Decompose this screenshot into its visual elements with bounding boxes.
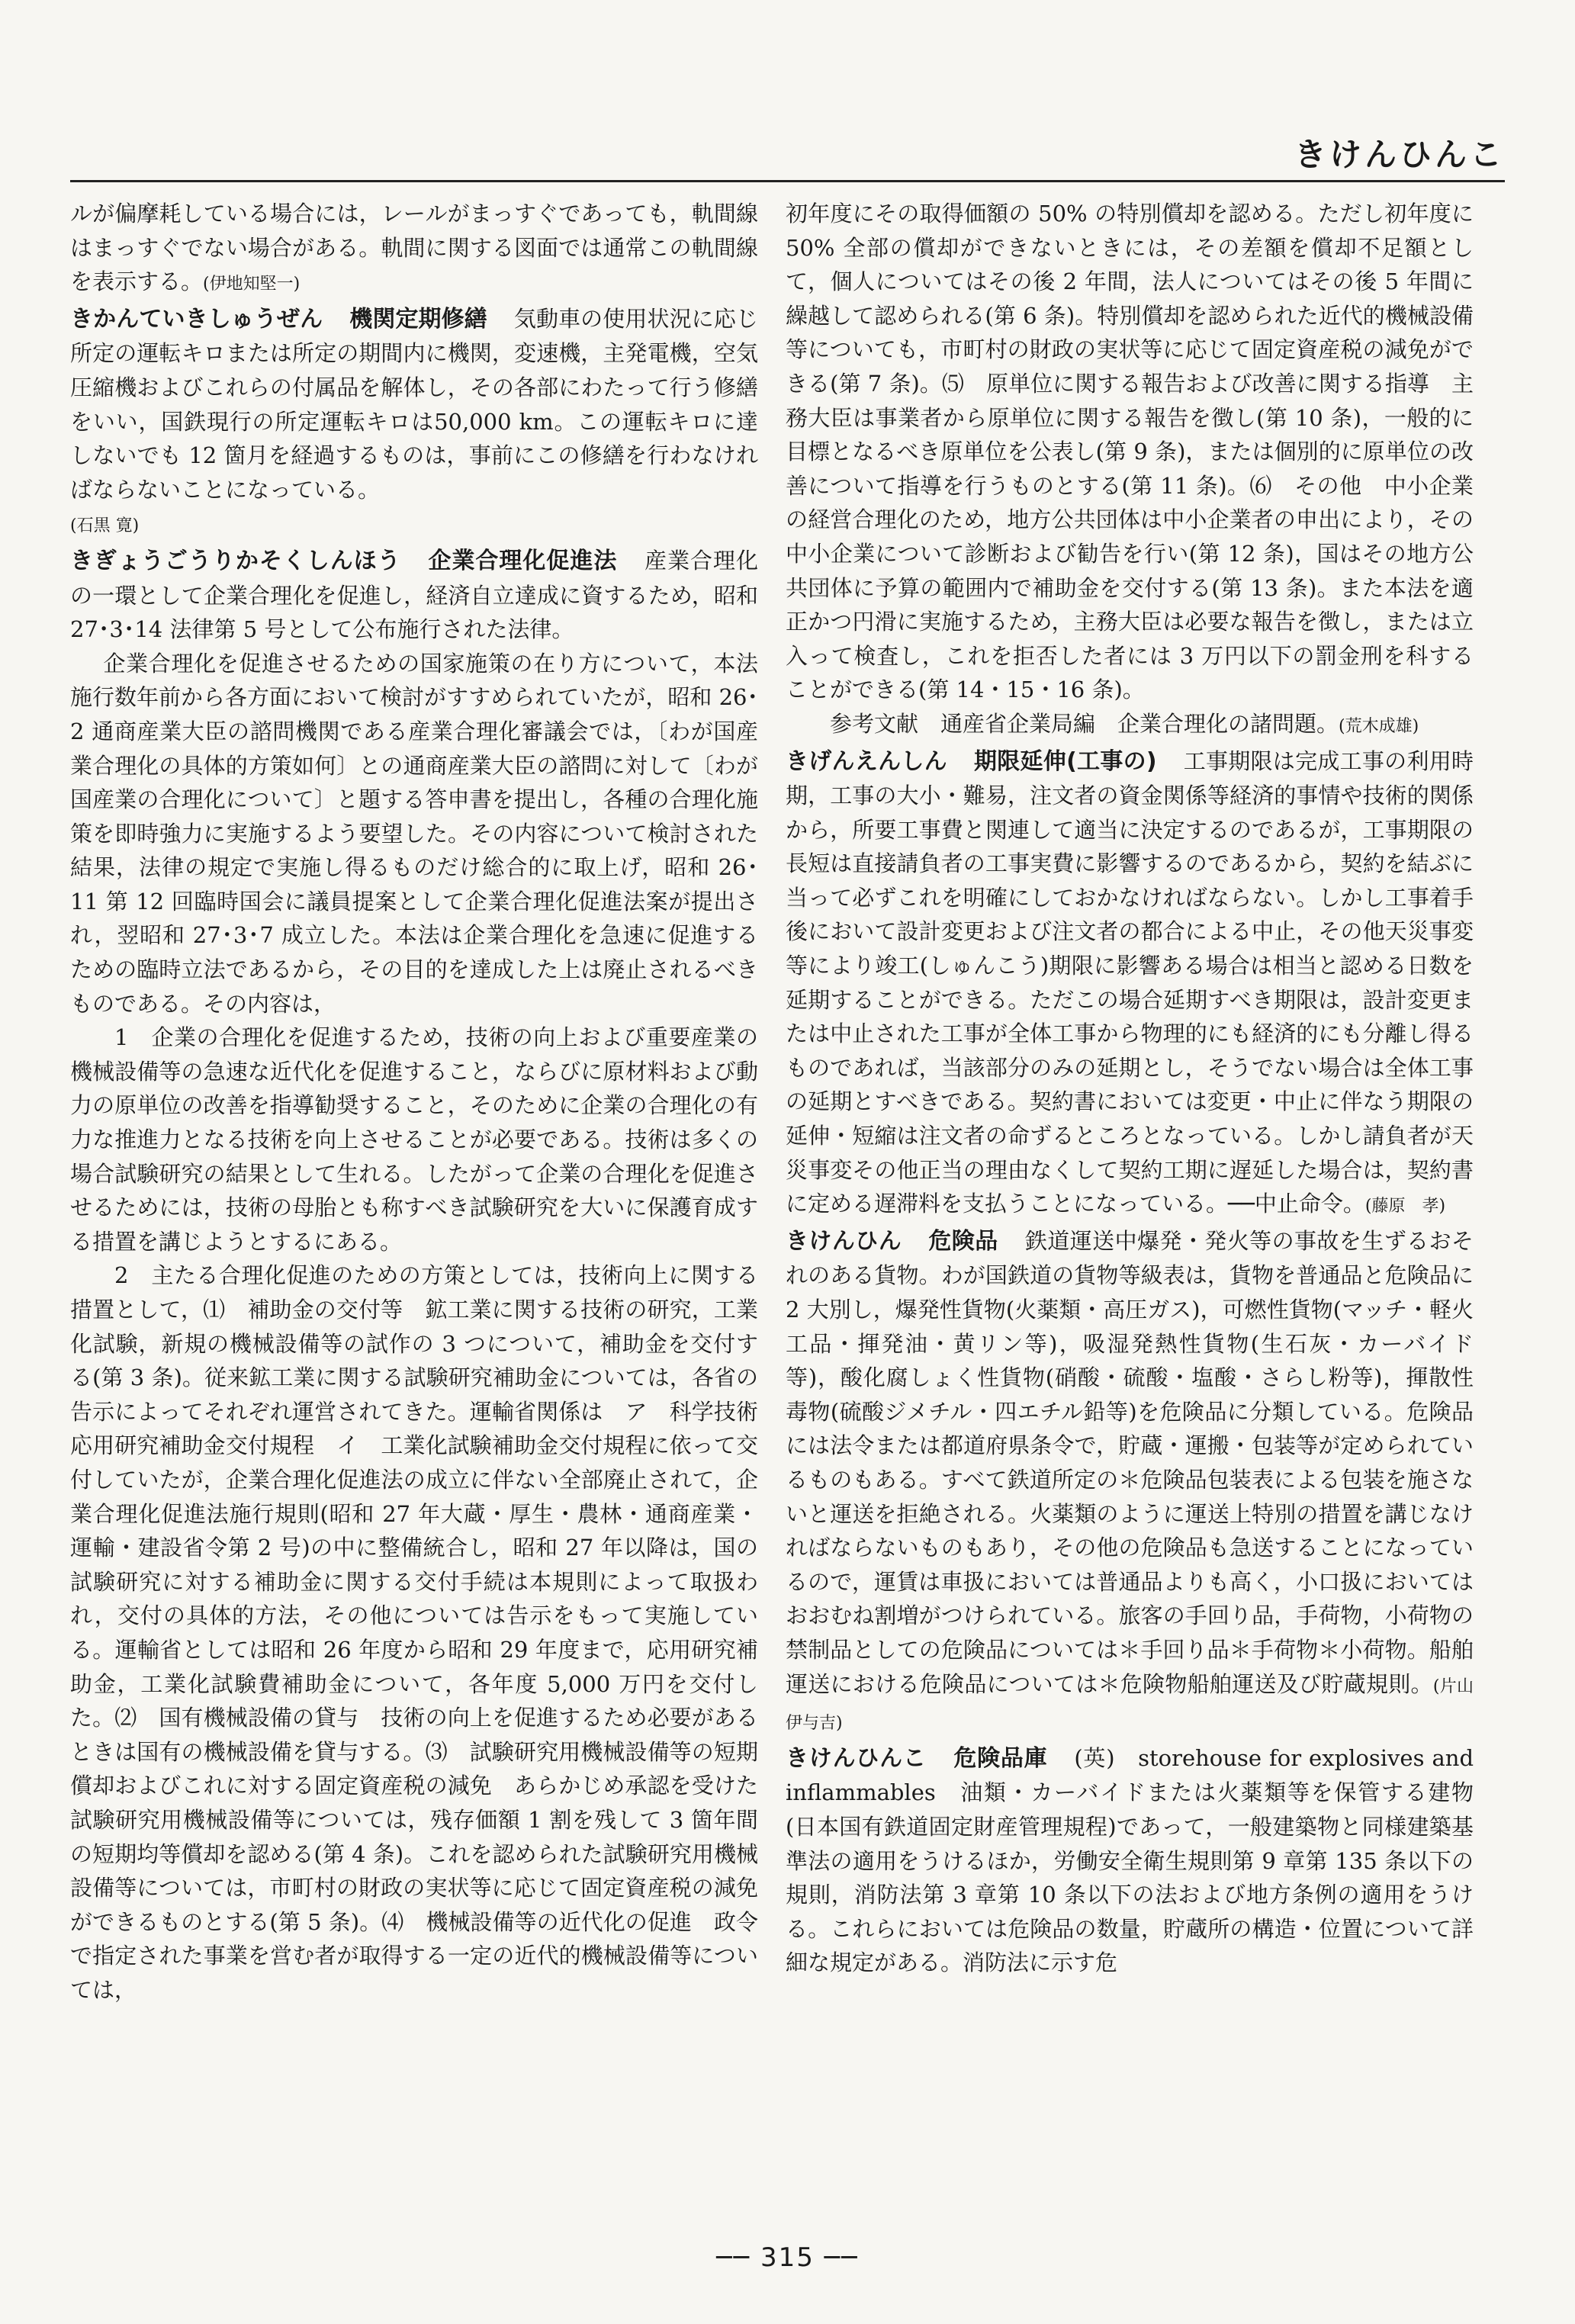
entry-headword: きけんひんこ [786,1744,927,1772]
dictionary-entry [786,1224,1474,1741]
dictionary-entry [70,544,758,647]
reference-text: 参考文献 通産省企業局編 企業合理化の諸問題。 [830,710,1339,737]
paragraph-text: ルが偏摩耗している場合には，レールがまっすぐであっても，軌間線はまっすぐでない場合がある。軌間に関する図面では通常この軌間線を表示する。 [70,201,758,295]
paragraph: 企業合理化を促進させるための国家施策の在り方について，本法施行数年前から各方面において検討がすすめられていたが，昭和 26･2 通商産業大臣の諮問機関である産業合理化審議会では，〔わが国産業合理化の具体的方策如何〕との通商産業大臣の諮問に対して〔わが国産業の合理化について〕と題する答申書を提出し，各種の合理化施策を即時強力に実施するよう要望した。その内容について検討された結果，法律の規定で実施し得るものだけ総合的に取上げ，昭和 26･11 第 12 回臨時国会に議員提案として企業合理化促進法案が提出され，翌昭和 27･3･7 成立した。本法は企業合理化を急速に促進するための臨時立法であるから，その目的を達成した上は廃止されるべきものである。その内容は， [70,650,758,1017]
entry-headword: きげんえんしん [786,747,947,775]
paragraph: 初年度にその取得価額の 50% の特別償却を認める。ただし初年度に 50% 全部の償却ができないときには，その差額を償却不足額として，個人についてはその後 2 年間，法人についてはその後 5 年間に繰越して認められる(第 6 条)。特別償却を認められた近代的機械設備等についても，市町村の財政の実状等に応じて固定資産税の減免ができる(第 7 条)。⑸ 原単位に関する報告および改善に関する指導 主務大臣は事業者から原単位に関する報告を徴し(第 10 条)，一般的に目標となるべき原単位を公表し(第 9 条)，または個別的に原単位の改善について指導を行うものとする(第 11 条)。⑹ その他 中小企業の経営合理化のため，地方公共団体は中小企業者の申出により，その中小企業について診断および勧告を行い(第 12 条)，国はその地方公共団体に予算の範囲内で補助金を交付する(第 13 条)。また本法を適正かつ円滑に実施するため，主務大臣は必要な報告を徴し，または立入って検査し，これを拒否した者には 3 万円以下の罰金刑を科することができる(第 14・15・16 条)。 [786,201,1474,703]
dictionary-entry [70,302,758,544]
reference [786,707,1474,744]
paragraph: 2 主たる合理化促進のための方策としては，技術向上に関する措置として，⑴ 補助金の交付等 鉱工業に関する技術の研究，工業化試験，新規の機械設備等の試作の 3 つについて，補助金を交付する(第 3 条)。従来鉱工業に関する試験研究補助金については，各省の告示によってそれぞれ運営されてきた。運輸省関係は ア 科学技術応用研究補助金交付規程 イ 工業化試験補助金交付規程に依って交付していたが，企業合理化促進法の成立に伴ない全部廃止されて，企業合理化促進法施行規則(昭和 27 年大蔵・厚生・農林・通商産業・運輸・建設省令第 2 号)の中に整備統合し，昭和 27 年以降は，国の試験研究に対する補助金に関する交付手続は本規則によって取扱われ，交付の具体的方法，その他については告示をもって実施している。運輸省としては昭和 26 年度から昭和 29 年度まで，応用研究補助金，工業化試験費補助金について，各年度 5,000 万円を交付した。⑵ 国有機械設備の貸与 技術の向上を促進するため必要があるときは国有の機械設備を貸与する。⑶ 試験研究用機械設備等の短期償却およびこれに対する固定資産税の減免 あらかじめ承認を受けた試験研究用機械設備等については，残存価額 1 割を残して 3 箇年間の短期均等償却を認める(第 4 条)。これを認められた試験研究用機械設備等については，市町村の財政の実状等に応じて固定資産税の減免ができるものとする(第 5 条)。⑷ 機械設備等の近代化の促進 政令で指定された事業を営む者が取得する一定の近代的機械設備等については， [70,1262,758,2003]
running-head: きけんひんこ [1294,136,1505,173]
entry-term: 企業合理化促進法 [427,547,618,574]
paragraph: 1 企業の合理化を促進するため，技術の向上および重要産業の機械設備等の急速な近代化を促進すること，ならびに原材料および動力の原単位の改善を指導勧奨すること，そのために企業の合理化の有力な推進力となる技術を向上させることが必要である。技術は多くの場合試験研究の結果として生れる。したがって企業の合理化を促進させるためには，技術の母胎とも称すべき試験研究を大いに保護育成する措置を講じようとするにある。 [70,1024,758,1255]
entry-body: 気動車の使用状況に応じ所定の運転キロまたは所定の期間内に機関，変速機，主発電機，空気圧縮機およびこれらの付属品を解体し，その各部にわたって行う修繕をいい，国鉄現行の所定運転キロは50,000 km。この運転キロに達しないでも 12 箇月を経過するものは，事前にこの修繕を行わなければならないことになっている。 [70,305,759,503]
entry-body: 産業合理化の一環として企業合理化を促進し，経済自立達成に資するため，昭和 27･3･14 法律第 5 号として公布施行された法律。 [70,547,759,643]
entry-headword: きかんていきしゅうぜん [70,305,323,333]
entry-term: 危険品 [927,1227,998,1255]
author: (石黒 寛) [70,516,140,536]
right-column [786,197,1474,1980]
entry-body: (英) storehouse for explosives and inflammables 油類・カーバイドまたは火薬類等を保管する建物(日本国有鉄道固定財産管理規程)であって，一般建築物と同様建築基準法の適用をうけるほか，労働安全衛生規則第 9 章第 135 条以下の規則，消防法第 3 章第 10 条以下の法および地方条例の適用をうける。これらにおいては危険品の数量，貯蔵所の構造・位置について詳細な規定がある。消防法に示す危 [786,1744,1474,1976]
page-header [70,134,1505,182]
entry-body: 鉄道運送中爆発・発火等の事故を生ずるおそれのある貨物。わが国鉄道の貨物等級表は，貨物を普通品と危険品に 2 大別し，爆発性貨物(火薬類・高圧ガス)，可燃性貨物(マッチ・軽火工品・揮発油・黄リン等)，吸湿発熱性貨物(生石灰・カーバイド等)，酸化腐しょく性貨物(硝酸・硫酸・塩酸・さらし粉等)，揮散性毒物(硫酸ジメチル・四エチル鉛等)を危険品に分類している。危険品には法令または都道府県条令で，貯蔵・運搬・包装等が定められているものもある。すべて鉄道所定の＊危険品包装表による包装を施さないと運送を拒絶される。火薬類のように運送上特別の措置を講じなければならないものもあり，その他の危険品も急送することになっているので，運賃は車扱においては普通品よりも高く，小口扱においてはおおむね割増がつけられている。旅客の手回り品，手荷物，小荷物の禁制品としての危険品については＊手回り品＊手荷物＊小荷物。船舶運送における危険品については＊危険物船舶運送及び貯蔵規則。 [786,1227,1474,1697]
entry-term: 危険品庫 [953,1744,1048,1772]
entry-headword: きけんひん [786,1227,902,1255]
author: (片山伊与吉) [786,1676,1474,1734]
dictionary-entry [786,1741,1474,1980]
dictionary-entry [786,744,1474,1224]
entry-headword: きぎょうごうりかそくしんほう [70,547,401,574]
left-column [70,197,758,2007]
entry-body: 工事期限は完成工事の利用時期，工事の大小・難易，注文者の資金関係等経済的事情や技術的関係から，所要工事費と関連して適当に決定するのであるが，工事期限の長短は直接請負者の工事実費に影響するのであるから，契約を結ぶに当って必ずこれを明確にしておかなければならない。しかし工事着手後において設計変更および注文者の都合による中止，その他天災事変等により竣工(しゅんこう)期限に影響ある場合は相当と認める日数を延期することができる。ただこの場合延期すべき期限は，設計変更または中止された工事が全体工事から物理的にも経済的にも分離し得るものであれば，当該部分のみの延期とし，そうでない場合は全体工事の延期とすべきである。契約書においては変更・中止に伴なう期限の延伸・短縮は注文者の命ずるところとなっている。しかし請負者が天災事変その他正当の理由なくして契約工期に遅延した場合は，契約書に定める遅滞料を支払うことになっている。──中止命令。 [786,747,1474,1217]
paragraph [70,197,758,302]
entry-term: 期限延伸(工事の) [973,747,1157,775]
author: (伊地知堅一) [203,275,301,294]
entry-term: 機関定期修繕 [349,305,487,333]
author: (荒木成雄) [1339,716,1419,736]
author: (藤原 孝) [1364,1197,1446,1217]
page-number: ── 315 ── [716,2242,859,2273]
